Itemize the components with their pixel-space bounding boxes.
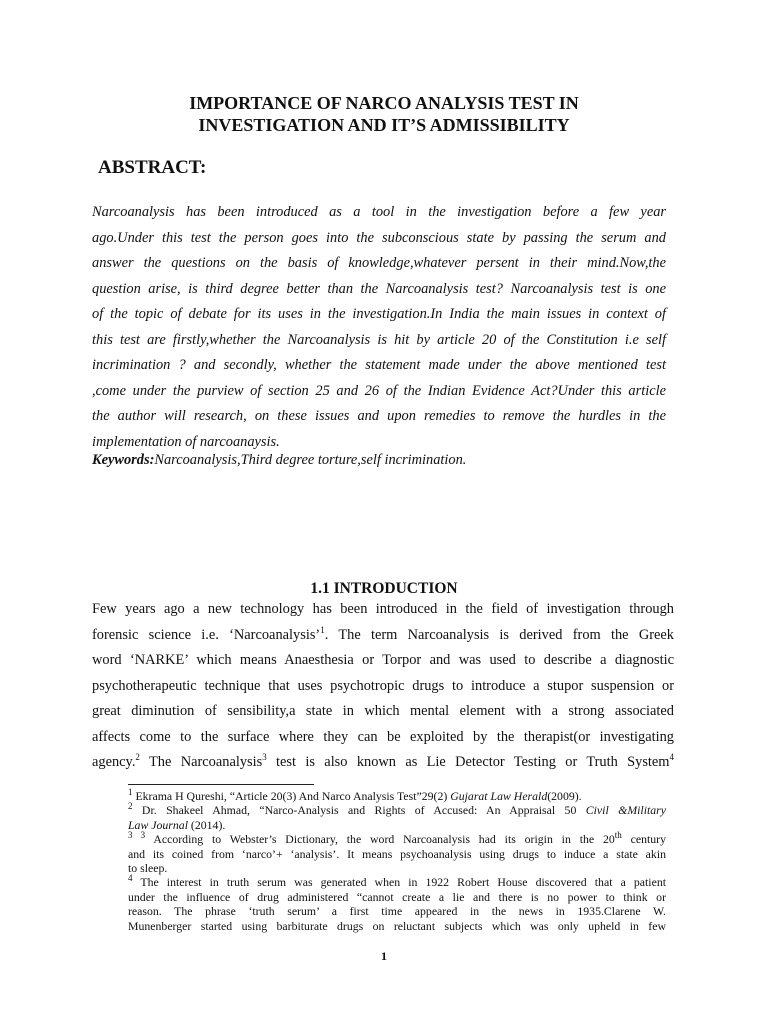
abstract-line: question arise, is third degree better than the Narcoanalysis test? Narcoanalysis test is one (92, 280, 666, 297)
footnotes (128, 789, 666, 933)
title-line-1: IMPORTANCE OF NARCO ANALYSIS TEST IN (189, 93, 579, 113)
title-line-2: INVESTIGATION AND IT’S ADMISSIBILITY (198, 115, 570, 135)
section-heading-introduction: 1.1 INTRODUCTION (310, 580, 458, 597)
abstract-line: ,come under the purview of section 25 and 26 of the Indian Evidence Act?Under this article (92, 382, 666, 399)
abstract-heading: ABSTRACT: (98, 157, 207, 178)
intro-line: forensic science i.e. ‘Narcoanalysis’$^1$. The term Narcoanalysis is derived from the Greek (92, 624, 674, 643)
footnote-separator (128, 784, 314, 785)
paper-title (90, 92, 678, 136)
footnote-ref[interactable]: 3 (262, 752, 267, 763)
intro-line: psychotherapeutic technique that uses psychotropic drugs to introduce a stupor suspension or (92, 677, 674, 694)
abstract-line: ago.Under this test the person goes into the subconscious state by passing the serum and (92, 229, 666, 246)
page-number: 1 (381, 949, 387, 963)
abstract-paragraph (92, 200, 666, 455)
introduction-paragraph (92, 597, 674, 776)
keywords-line (92, 452, 466, 469)
abstract-line: Narcoanalysis has been introduced as a tool in the investigation before a few year (92, 204, 666, 220)
intro-line: great diminution of sensibility,a state in which mental element with a strong associated (92, 703, 674, 719)
intro-line: Few years ago a new technology has been introduced in the field of investigation through (92, 601, 674, 617)
intro-line: affects come to the surface where they can be exploited by the therapist(or investigating (92, 728, 674, 745)
abstract-line: of the topic of debate for its uses in the investigation.In India the main issues in context of (92, 306, 666, 322)
abstract-line: answer the questions on the basis of knowledge,whatever persent in their mind.Now,the (92, 255, 666, 271)
footnote-ref[interactable]: 1 (320, 624, 325, 635)
abstract-line: implementation of narcoanaysis. (92, 433, 280, 450)
footnote-ref[interactable]: 2 (135, 752, 140, 763)
footnote-ref[interactable]: 4 (669, 752, 674, 763)
footnote-2: $^2$ Dr. Shakeel Ahmad, “Narco-Analysis and Rights of Accused: An Appraisal 50 Civil &Military Law Journal (2014). (128, 801, 666, 832)
footnote-1: $^1$ Ekrama H Qureshi, “Article 20(3) And Narco Analysis Test”29(2) Gujarat Law Herald(2009). (128, 787, 582, 803)
intro-line: word ‘NARKE’ which means Anaesthesia or Torpor and was used to describe a diagnostic (92, 652, 674, 668)
intro-line: agency.$^2$ The Narcoanalysis$^3$ test is also known as Lie Detector Testing or Truth System$^4$ (92, 752, 674, 770)
abstract-line: incrimination ? and secondly, whether the statement made under the above mentioned test (92, 357, 666, 373)
footnote-4: $^4$ The interest in truth serum was generated when in 1922 Robert House discovered that a patient under the influence of drug administered “cannot create a lie and there is no power to think or reason. The phrase ‘truth serum’ a first time appeared in the news in 1935.Clarene W. Munenberger started using barbiturate drugs on reluctant subjects which was only upheld in few (128, 873, 666, 933)
abstract-line: the author will research, on these issues and upon remedies to remove the hurdles in the (92, 408, 666, 424)
footnote-3: $^{3 3}$ According to Webster’s Dictionary, the word Narcoanalysis had its origin in the 20th century and its coined from ‘narco’+ ‘analysis’. It means psychoanalysis using drugs to induce a state akin to sleep. (128, 830, 666, 876)
abstract-line: this test are firstly,whether the Narcoanalysis is hit by article 20 of the Constitution i.e self (92, 331, 666, 348)
keywords-text: Narcoanalysis,Third degree torture,self incrimination. (154, 452, 467, 468)
keywords-label: Keywords: (92, 452, 155, 468)
